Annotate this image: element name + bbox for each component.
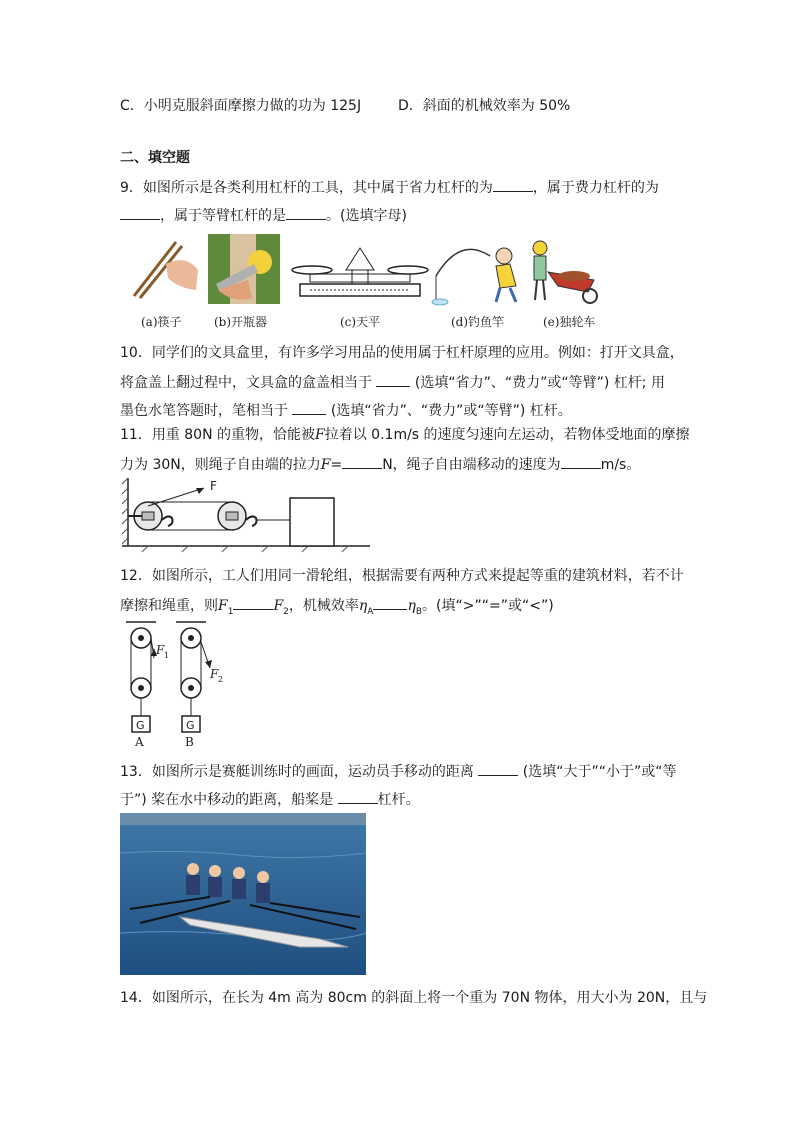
q11-line-2: 力为 30N，则绳子自由端的拉力F= N，绳子自由端移动的速度为 m/s。	[120, 453, 640, 475]
q9-blank-3[interactable]	[286, 204, 326, 220]
caption-e: (e)独轮车	[543, 315, 596, 329]
pulley-diagram-q12	[120, 618, 230, 752]
q9-line-2: ，属于等臂杠杆的是 。(选填字母)	[120, 204, 407, 226]
section-title: 二、填空题	[120, 150, 190, 166]
chopsticks-image	[126, 234, 202, 304]
weight-label-a: G	[136, 719, 145, 732]
force-label-f: F	[210, 479, 217, 493]
force-label-f2: F	[210, 667, 219, 681]
setup-label-b: B	[185, 735, 194, 749]
q13-blank-1[interactable]	[478, 760, 518, 776]
caption-b: (b)开瓶器	[214, 315, 268, 329]
q11-blank-1[interactable]	[342, 453, 382, 469]
q9-blank-2[interactable]	[120, 204, 160, 220]
balance-scale-image	[290, 240, 430, 304]
q10-line-1: 10．同学们的文具盒里，有许多学习用品的使用属于杠杆原理的应用。例如：打开文具盒，	[120, 345, 684, 361]
q10-line-2: 将盒盖上翻过程中，文具盒的盒盖相当于 (选填“省力”、“费力”或“等臂”) 杠杆; 用	[120, 371, 665, 393]
q14-line-1: 14．如图所示，在长为 4m 高为 80cm 的斜面上将一个重为 70N 物体，用大小为 20N，且与	[120, 990, 708, 1006]
wheelbarrow-image	[530, 236, 604, 306]
q12-blank-1[interactable]	[233, 594, 273, 610]
pulley-diagram-q11	[122, 476, 372, 554]
setup-label-a: A	[135, 735, 144, 749]
q8-option-c: C．小明克服斜面摩擦力做的功为 125J	[120, 98, 362, 114]
q13-line-2: 于”) 桨在水中移动的距离，船桨是 杠杆。	[120, 788, 420, 810]
caption-a: (a)筷子	[141, 315, 182, 329]
caption-d: (d)钓鱼竿	[451, 315, 505, 329]
force-label-f1: F	[156, 643, 165, 657]
q10-blank-1[interactable]	[376, 371, 410, 387]
q12-blank-2[interactable]	[373, 594, 407, 610]
q8-option-d: D．斜面的机械效率为 50%	[398, 98, 571, 114]
q10-blank-2[interactable]	[292, 399, 326, 415]
q12-line-1: 12．如图所示，工人们用同一滑轮组，根据需要有两种方式来提起等重的建筑材料，若不计	[120, 568, 684, 584]
weight-label-b: G	[186, 719, 195, 732]
bottle-opener-image	[208, 234, 280, 304]
q9-line-1: 9．如图所示是各类利用杠杆的工具，其中属于省力杠杆的为 ，属于费力杠杆的为	[120, 176, 659, 198]
q11-blank-2[interactable]	[561, 453, 601, 469]
fishing-rod-image	[430, 236, 526, 306]
q11-line-1: 11．用重 80N 的重物，恰能被F拉着以 0.1m/s 的速度匀速向左运动，若物体受地面的摩擦	[120, 427, 690, 443]
svg-text:2: 2	[218, 675, 224, 684]
svg-text:1: 1	[164, 651, 170, 660]
rowing-photo	[120, 813, 366, 975]
caption-c: (c)天平	[340, 315, 381, 329]
q13-line-1: 13．如图所示是赛艇训练时的画面，运动员手移动的距离 (选填“大于”“小于”或“等	[120, 760, 676, 782]
q13-blank-2[interactable]	[338, 788, 378, 804]
q9-blank-1[interactable]	[493, 176, 533, 192]
q12-line-2: 摩擦和绳重，则$F_1$ $F_2$，机械效率$\eta_A$ $\eta_B$。(填“>”“=”或“<”)	[120, 594, 554, 622]
q10-line-3: 墨色水笔答题时，笔相当于 (选填“省力”、“费力”或“等臂”) 杠杆。	[120, 399, 572, 421]
